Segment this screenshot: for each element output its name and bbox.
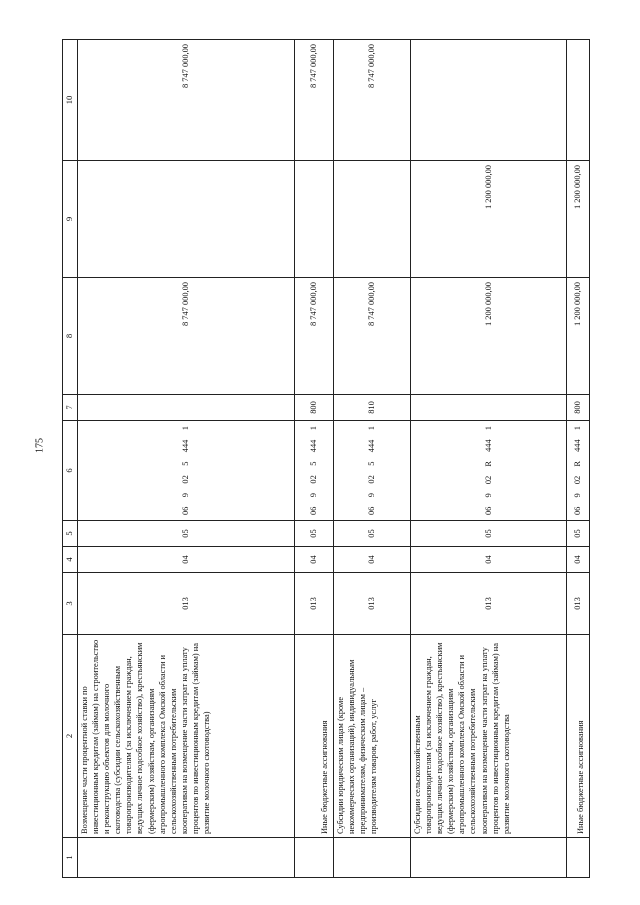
expense-type-cell [411,395,567,421]
subsection-cell: 05 [78,521,295,547]
amount-cell: 1 200 000,00 [567,161,590,278]
amount-cell: 8 747 000,00 [78,40,295,161]
code-part: 444 [309,439,319,453]
table-row [78,40,295,878]
column-header: 6 [63,421,78,521]
column-header: 7 [63,395,78,421]
code-part: R [483,461,493,467]
subsection-cell: 05 [567,521,590,547]
subsection-cell: 05 [411,521,567,547]
code-part: 06 [181,506,191,515]
amount-cell [334,161,411,278]
admin-code-cell: 013 [334,573,411,635]
column-header: 2 [63,635,78,838]
description-cell: Иные бюджетные ассигнования [567,635,590,838]
description-cell: Возмещение части процентной ставки по инвестиционным кредитам (займам) на строительство и реконструкцию объектов для молочного скотоводства (субсидии сельскохозяйственным товаропроизводителям (за исключением граждан, ведущих личное подсобное хозяйство), крестьянским (фермерским) хозяйствам, организациям агропромышленного комплекса Омской области и сельскохозяйственным потребительским кооперативам на возмещение части затрат на уплату процентов по инвестиционным кредитам (займам) на развитие молочного скотоводства) [78,635,295,838]
code-part: 444 [483,439,493,452]
column-header: 3 [63,573,78,635]
target-code-cell [78,421,295,521]
code-part: 5 [309,461,319,466]
code-part: 5 [181,461,191,466]
subsection-cell: 05 [295,521,334,547]
admin-code-cell: 013 [295,573,334,635]
code-part: 9 [483,493,493,498]
column-header: 4 [63,547,78,573]
table-row [567,40,590,878]
table-row [334,40,411,878]
table-row [411,40,567,878]
description-cell: Субсидии юридическим лицам (кроме некоммерческих организаций), индивидуальным предпринимателям, физическим лицам – производителям товаров, работ, услуг [334,635,411,838]
subsection-cell: 05 [334,521,411,547]
expense-type-cell: 810 [334,395,411,421]
amount-cell: 8 747 000,00 [78,278,295,395]
rotated-page-area [62,40,589,878]
target-code-cell [334,421,411,521]
table-header-row [63,40,78,878]
target-code [572,423,583,518]
code-part: 1 [573,426,583,431]
col1-cell [411,838,567,878]
code-part: 06 [309,506,319,515]
amount-cell [411,40,567,161]
amount-cell: 8 747 000,00 [334,278,411,395]
code-part: 9 [309,493,319,498]
target-code [180,423,191,518]
admin-code-cell: 013 [411,573,567,635]
col1-cell [78,838,295,878]
column-header: 10 [63,40,78,161]
section-cell: 04 [567,547,590,573]
expense-type-cell [78,395,295,421]
col1-cell [567,838,590,878]
expense-type-cell: 800 [295,395,334,421]
section-cell: 04 [295,547,334,573]
code-part: 02 [181,475,191,484]
code-part: 9 [181,493,191,498]
section-cell: 04 [78,547,295,573]
col1-cell [295,838,334,878]
target-code-cell [411,421,567,521]
expense-type-cell: 800 [567,395,590,421]
description-cell: Субсидии сельскохозяйственным товаропроизводителям (за исключением граждан, ведущих личное подсобное хозяйство), крестьянским (фермерским) хозяйствам, организациям агропромышленного комплекса Омской области и сельскохозяйственным потребительским кооперативам на возмещение части затрат на уплату процентов по инвестиционным кредитам (займам) на развитие молочного скотоводства [411,635,567,838]
target-code-cell [295,421,334,521]
code-part: 444 [573,439,583,452]
amount-cell: 1 200 000,00 [411,278,567,395]
table-row [295,40,334,878]
target-code-cell [567,421,590,521]
code-part: 9 [367,493,377,498]
amount-cell: 8 747 000,00 [334,40,411,161]
code-part: 5 [367,461,377,466]
code-part: 1 [367,426,377,431]
column-header: 8 [63,278,78,395]
code-part: R [573,461,583,467]
column-header: 5 [63,521,78,547]
admin-code-cell: 013 [567,573,590,635]
code-part: 06 [367,506,377,515]
amount-cell [295,161,334,278]
page-number: 175 [34,438,46,453]
amount-cell: 1 200 000,00 [567,278,590,395]
code-part: 06 [483,506,493,515]
budget-table-rotated [62,40,589,878]
target-code [366,423,377,518]
amount-cell: 8 747 000,00 [295,278,334,395]
target-code [308,423,319,518]
code-part: 1 [309,426,319,431]
code-part: 02 [309,475,319,484]
amount-cell [567,40,590,161]
code-part: 06 [573,506,583,515]
code-part: 02 [367,475,377,484]
amount-cell: 8 747 000,00 [295,40,334,161]
code-part: 1 [181,426,191,431]
section-cell: 04 [334,547,411,573]
amount-cell: 1 200 000,00 [411,161,567,278]
code-part: 444 [367,439,377,453]
col1-cell [334,838,411,878]
code-part: 1 [483,426,493,431]
budget-table [62,39,590,878]
admin-code-cell: 013 [78,573,295,635]
column-header: 9 [63,161,78,278]
target-code [483,423,494,518]
section-cell: 04 [411,547,567,573]
code-part: 9 [573,493,583,498]
column-header: 1 [63,838,78,878]
amount-cell [78,161,295,278]
code-part: 02 [483,475,493,485]
code-part: 444 [181,439,191,453]
code-part: 02 [573,475,583,485]
description-cell: Иные бюджетные ассигнования [295,635,334,838]
